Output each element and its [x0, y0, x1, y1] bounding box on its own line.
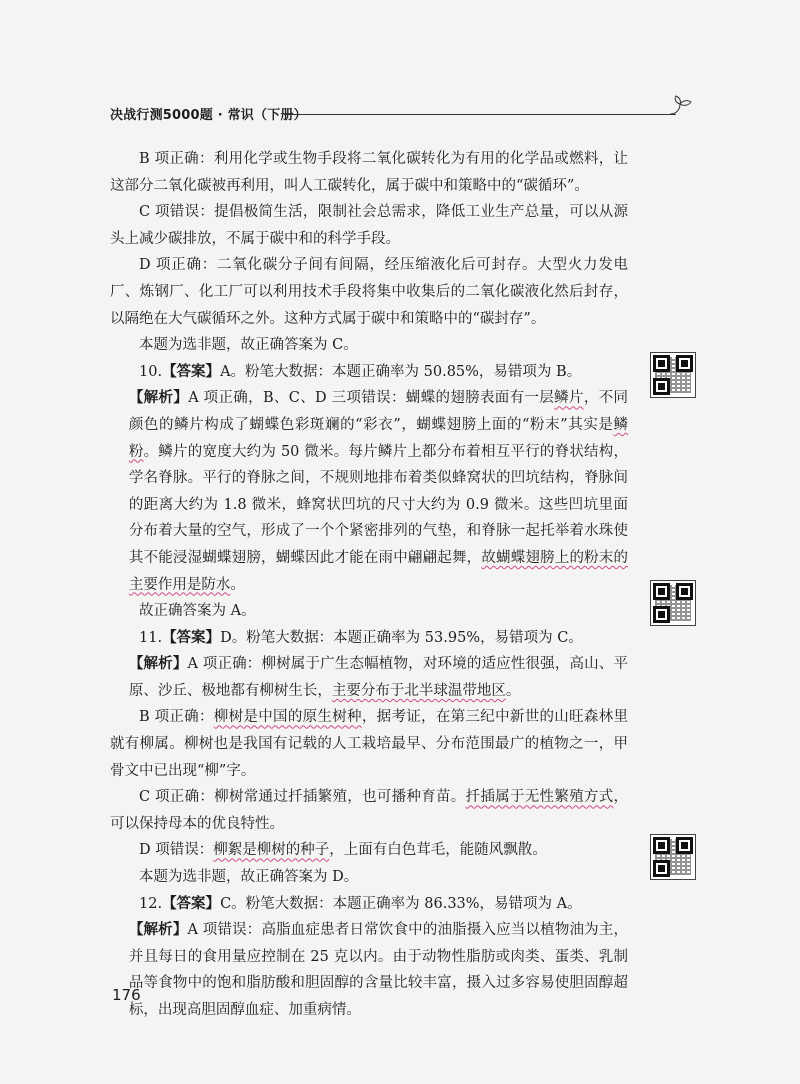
option-d-explanation — [110, 837, 628, 864]
option-b-explanation — [110, 704, 628, 784]
qr-code-question-11[interactable] — [650, 580, 696, 626]
question-10-number: 10. — [139, 363, 163, 380]
analysis-text: ，不同颜色的鳞片构成了蝴蝶色彩斑斓的“彩衣”，蝴蝶翅膀上面的“粉末”其实是 — [128, 390, 628, 433]
analysis-text: A 项错误：高脂血症患者日常饮食中的油脂摄入应当以植物油为主，并且每日的食用量应控制在 25 克以内。由于动物性脂肪或肉类、蛋类、乳制品等食物中的饱和脂肪酸和胆固醇的含量比较丰富，摄入过多容易使胆固醇超标，出现高胆固醇血症、加重病情。 — [128, 922, 629, 1018]
qr-finder — [653, 583, 670, 600]
page-number: 176 — [112, 986, 141, 1004]
question-11-answer — [110, 625, 628, 652]
qr-finder — [653, 355, 670, 372]
analysis-text: ，据考证，在第三纪中新世的山旺森林里就有柳属。柳树也是我国有记载的人工栽培最早、分布范围最广的植物之一，甲骨文中已出现“柳”字。 — [110, 709, 629, 779]
qr-finder — [676, 583, 693, 600]
answer-text: A。粉笔大数据：本题正确率为 50.85%，易错项为 B。 — [220, 363, 582, 380]
answer-tag: 【答案】 — [162, 362, 221, 380]
option-d-explanation: D 项正确：二氧化碳分子间有间隔，经压缩液化后可封存。大型火力发电厂、炼钢厂、化工厂可以利用技术手段将集中收集后的二氧化碳液化然后封存，以隔绝在大气碳循环之外。这种方式属于碳中和策略中的“碳封存”。 — [110, 257, 628, 327]
question-10-answer — [110, 359, 628, 386]
question-12-analysis — [110, 917, 628, 1023]
question-12-number: 12. — [139, 895, 163, 912]
running-header — [110, 102, 690, 126]
answer-tag: 【答案】 — [162, 628, 221, 646]
answer-tag: 【答案】 — [162, 894, 221, 912]
analysis-text: B 项正确： — [139, 709, 214, 726]
qr-finder — [653, 837, 670, 854]
option-c-explanation — [110, 784, 628, 837]
qr-finder — [653, 606, 670, 623]
underlined-term: 鳞片 — [554, 390, 584, 407]
qr-finder — [676, 837, 693, 854]
underlined-term: 主要分布于北半球温带地区 — [331, 682, 506, 699]
underlined-term: 故蝴蝶翅膀上的粉末的主要作用是防水 — [128, 549, 629, 593]
page-body — [110, 146, 628, 1024]
qr-finder — [653, 378, 670, 395]
answer-text: D。粉笔大数据：本题正确率为 53.95%，易错项为 C。 — [220, 629, 583, 646]
analysis-tag: 【解析】 — [128, 921, 188, 939]
question-12-answer — [110, 891, 628, 918]
question-11-number: 11. — [139, 629, 163, 646]
question-11-conclusion: 本题为选非题，故正确答案为 D。 — [139, 869, 359, 886]
analysis-text: ，可以保持母本的优良特性。 — [110, 789, 628, 832]
option-c-explanation: C 项错误：提倡极简生活，限制社会总需求，降低工业生产总量，可以从源头上减少碳排放，不属于碳中和的科学手段。 — [110, 204, 628, 247]
analysis-text: C 项正确：柳树常通过扦插繁殖，也可播种育苗。 — [139, 789, 466, 806]
analysis-text: 。鳞片的宽度大约为 50 微米。每片鳞片上都分布着相互平行的脊状结构，学名脊脉。平行的脊脉之间，不规则地排布着类似蜂窝状的凹坑结构，脊脉间的距离大约为 1.8 微米，蜂窝状凹坑的尺寸大约为 0.9 微米。这些凹坑里面分布着大量的空气，形成了一个个紧密排列的气垫，和脊脉一起托举着水珠使其不能浸湿蝴蝶翅膀，蝴蝶因此才能在雨中翩翩起舞， — [128, 443, 629, 566]
underlined-term: 扦插属于无性繁殖方式 — [465, 789, 614, 806]
question-10-conclusion: 故正确答案为 A。 — [139, 603, 256, 620]
header-rule — [284, 114, 676, 115]
underlined-term: 鳞粉 — [128, 416, 628, 460]
analysis-text: A 项正确，B、C、D 三项错误：蝴蝶的翅膀表面有一层 — [188, 390, 555, 407]
question-11-analysis — [110, 651, 628, 704]
analysis-text: A 项正确：柳树属于广生态幅植物，对环境的适应性很强，高山、平原、沙丘、极地都有柳树生长， — [128, 656, 629, 699]
analysis-tag: 【解析】 — [128, 655, 188, 673]
answer-text: C。粉笔大数据：本题正确率为 86.33%，易错项为 A。 — [220, 895, 582, 912]
qr-code-question-12[interactable] — [650, 834, 696, 880]
option-b-explanation: B 项正确：利用化学或生物手段将二氧化碳转化为有用的化学品或燃料，让这部分二氧化碳被再利用，叫人工碳转化，属于碳中和策略中的“碳循环”。 — [110, 151, 628, 194]
underlined-term: 柳絮是柳树的种子 — [213, 842, 330, 859]
analysis-text: 。 — [230, 576, 245, 593]
qr-finder — [653, 860, 670, 877]
analysis-text: D 项错误： — [139, 842, 214, 859]
sprout-icon — [666, 94, 694, 118]
analysis-text: 。 — [505, 682, 521, 699]
analysis-tag: 【解析】 — [128, 389, 189, 407]
qr-finder — [676, 355, 693, 372]
qr-code-question-10[interactable] — [650, 352, 696, 398]
book-title: 决战行测5000题 · 常识（下册） — [110, 108, 307, 123]
question-10-analysis — [110, 385, 628, 598]
question-9-conclusion: 本题为选非题，故正确答案为 C。 — [139, 337, 358, 354]
analysis-text: ，上面有白色茸毛，能随风飘散。 — [329, 842, 547, 859]
underlined-term: 柳树是中国的原生树种 — [213, 709, 362, 726]
